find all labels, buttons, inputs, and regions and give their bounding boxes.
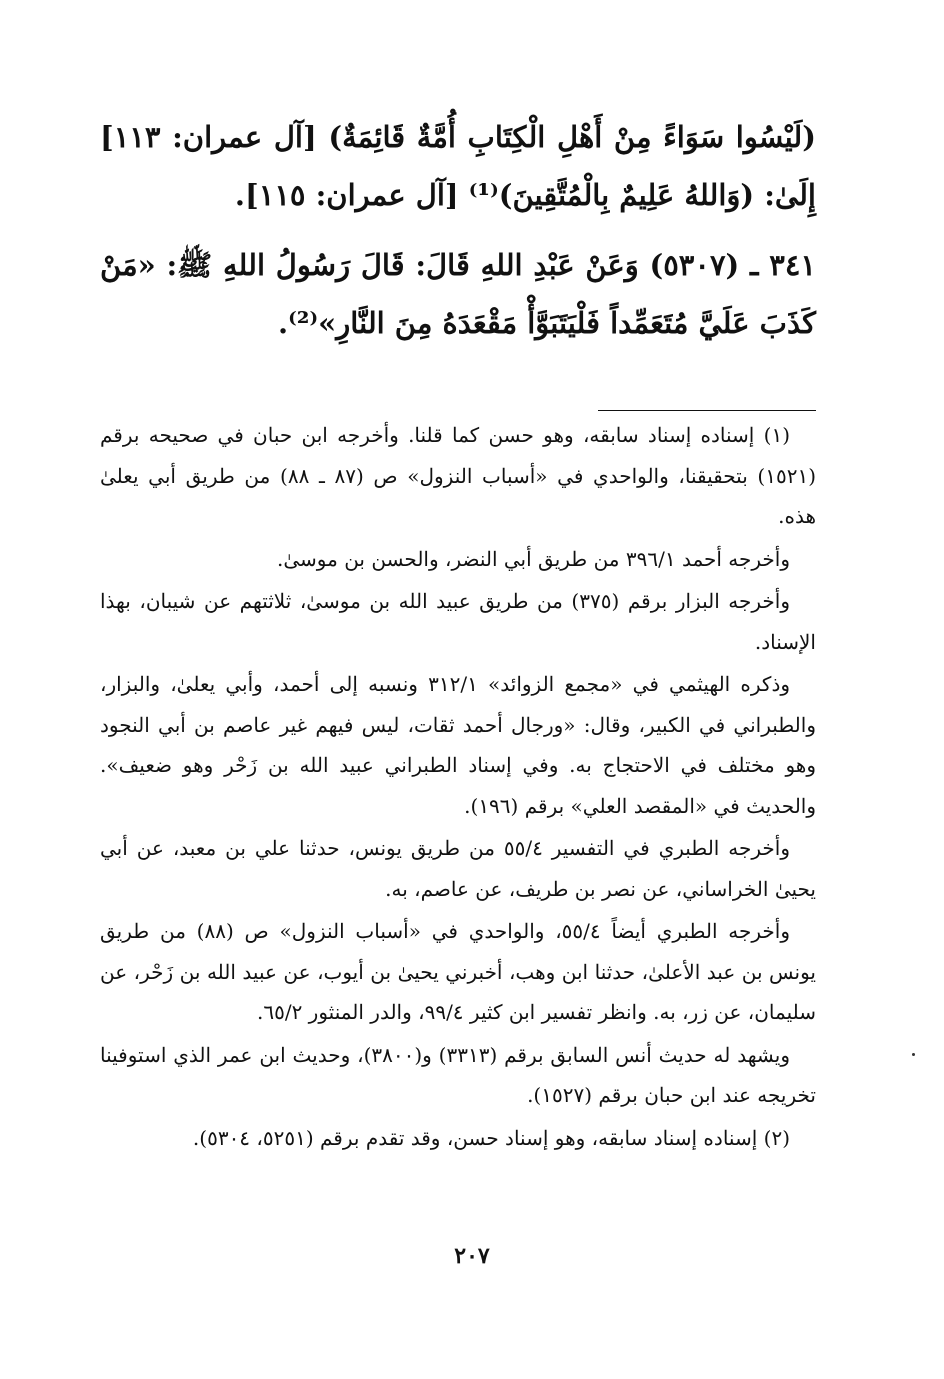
footnote-paragraph: (٢) إسناده إسناد سابقه، وهو إسناد حسن، وقد تقدم برقم (٥٢٥١، ٥٣٠٤). [192, 1125, 790, 1150]
footnote-paragraph: وأخرجه أحمد ٣٩٦/١ من طريق أبي النضر، والحسن بن موسىٰ. [277, 546, 790, 571]
footnote-paragraph: وأخرجه البزار برقم (٣٧٥) من طريق عبيد الله بن موسىٰ، ثلاثتهم عن شيبان، بهذا الإسناد. [100, 589, 816, 654]
footnote-divider [598, 410, 816, 411]
scan-speck [912, 1053, 915, 1056]
footnote-paragraph: ويشهد له حديث أنس السابق برقم (٣٣١٣) و(٣٨٠٠)، وحديث ابن عمر الذي استوفينا تخريجه عند ابن حبان برقم (١٥٢٧). [100, 1042, 816, 1107]
footnotes [100, 415, 816, 1158]
footnote-paragraph: وذكره الهيثمي في «مجمع الزوائد» ٣١٢/١ ونسبه إلى أحمد، وأبي يعلىٰ، والبزار، والطبراني في الكبير، وقال: «ورجال أحمد ثقات، ليس فيهم غير عاصم بن أبي النجود وهو مختلف في الاحتجاج به. وفي إسناد الطبراني عبيد الله بن زَحْر وهو ضعيف». والحديث في «المقصد العلي» برقم (١٩٦). [100, 672, 816, 818]
footnote-paragraph: وأخرجه الطبري في التفسير ٥٥/٤ من طريق يونس، حدثنا علي بن معبد، عن أبي يحيىٰ الخراساني، عن نصر بن طريف، عن عاصم، به. [100, 836, 816, 901]
quran-verse: (لَيْسُوا سَوَاءً مِنْ أَهْلِ الْكِتَابِ أُمَّةٌ قَائِمَةٌ) [آل عمران: ١١٣] إِلَىٰ: (وَاللهُ عَلِيمٌ بِالْمُتَّقِينَ)⁽¹⁾ [آل عمران: ١١٥]. [100, 120, 816, 212]
footnote-paragraph: وأخرجه الطبري أيضاً ٥٥/٤، والواحدي في «أسباب النزول» ص (٨٨) من طريق يونس بن عبد الأعلىٰ، حدثنا ابن وهب، أخبرني يحيىٰ بن أيوب، عن عبيد الله بن زَحْر، عن سليمان، عن زر، به. وانظر تفسير ابن كثير ٩٩/٤، والدر المنثور ٦٥/٢. [100, 919, 816, 1024]
book-page [100, 108, 816, 1160]
main-text [100, 108, 816, 352]
page-number: ٢٠٧ [454, 1243, 490, 1269]
hadith-text: ٣٤١ ـ (٥٣٠٧) وَعَنْ عَبْدِ اللهِ قَالَ: قَالَ رَسُولُ اللهِ ﷺ: «مَنْ كَذَبَ عَلَيَّ مُتَعَمِّداً فَلْيَتَبَوَّأْ مَقْعَدَهُ مِنَ النَّارِ»⁽²⁾. [100, 248, 816, 340]
footnote-paragraph: (١) إسناده إسناد سابقه، وهو حسن كما قلنا. وأخرجه ابن حبان في صحيحه برقم (١٥٢١) بتحقيقنا، والواحدي في «أسباب النزول» ص (٨٧ ـ ٨٨) من طريق أبي يعلىٰ هذه. [100, 423, 817, 528]
